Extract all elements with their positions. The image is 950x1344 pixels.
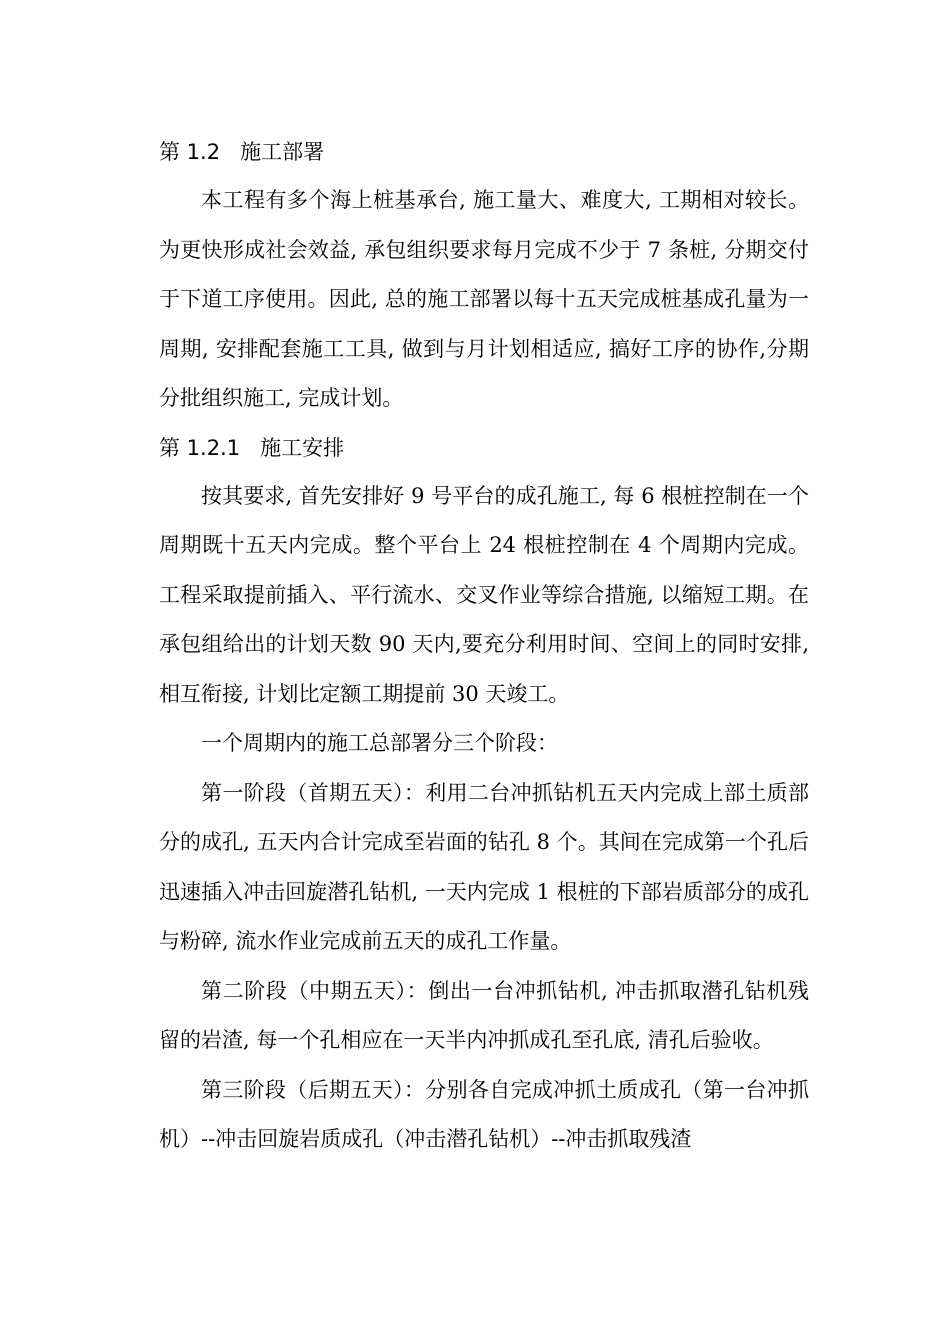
paragraph-deployment-overview: 本工程有多个海上桩基承台, 施工量大、难度大, 工期相对较长。为更快形成社会效益, 承包组织要求每月完成不少于 7 条桩, 分期交付于下道工序使用。因此, 总的施工部署以每十五天完成桩基成孔量为一周期, 安排配套施工工具, 做到与月计划相适应, 搞好工序的协作,分期分批组织施工, 完成计划。 (159, 188, 809, 410)
section-title: 施工部署 (240, 140, 325, 164)
paragraph-phase-two: 第二阶段（中期五天）：倒出一台冲抓钻机, 冲击抓取潜孔钻机残留的岩渣, 每一个孔相应在一天半内冲抓成孔至孔底, 清孔后验收。 (159, 978, 809, 1052)
section-heading-1-2-1 (159, 424, 809, 472)
paragraph-phases-intro: 一个周期内的施工总部署分三个阶段： (201, 731, 558, 755)
document-body (159, 128, 809, 1165)
paragraph-schedule: 按其要求, 首先安排好 9 号平台的成孔施工, 每 6 根桩控制在一个周期既十五天内完成。整个平台上 24 根桩控制在 4 个周期内完成。工程采取提前插入、平行流水、交叉作业等综合措施, 以缩短工期。在承包组给出的计划天数 90 天内,要充分利用时间、空间上的同时安排, 相互衔接, 计划比定额工期提前 30 天竣工。 (159, 483, 809, 706)
section-number: 第 1.2 (159, 140, 221, 164)
paragraph-phase-one: 第一阶段（首期五天）：利用二台冲抓钻机五天内完成上部土质部分的成孔, 五天内合计完成至岩面的钻孔 8 个。其间在完成第一个孔后迅速插入冲击回旋潜孔钻机, 一天内完成 1 根桩的下部岩质部分的成孔与粉碎, 流水作业完成前五天的成孔工作量。 (159, 780, 809, 953)
paragraph-phase-three: 第三阶段（后期五天）：分别各自完成冲抓土质成孔（第一台冲抓机）--冲击回旋岩质成孔（冲击潜孔钻机）--冲击抓取残渣 (159, 1077, 809, 1151)
section-title: 施工安排 (260, 435, 345, 460)
section-heading-1-2 (159, 128, 809, 176)
section-number: 第 1.2.1 (159, 435, 241, 460)
